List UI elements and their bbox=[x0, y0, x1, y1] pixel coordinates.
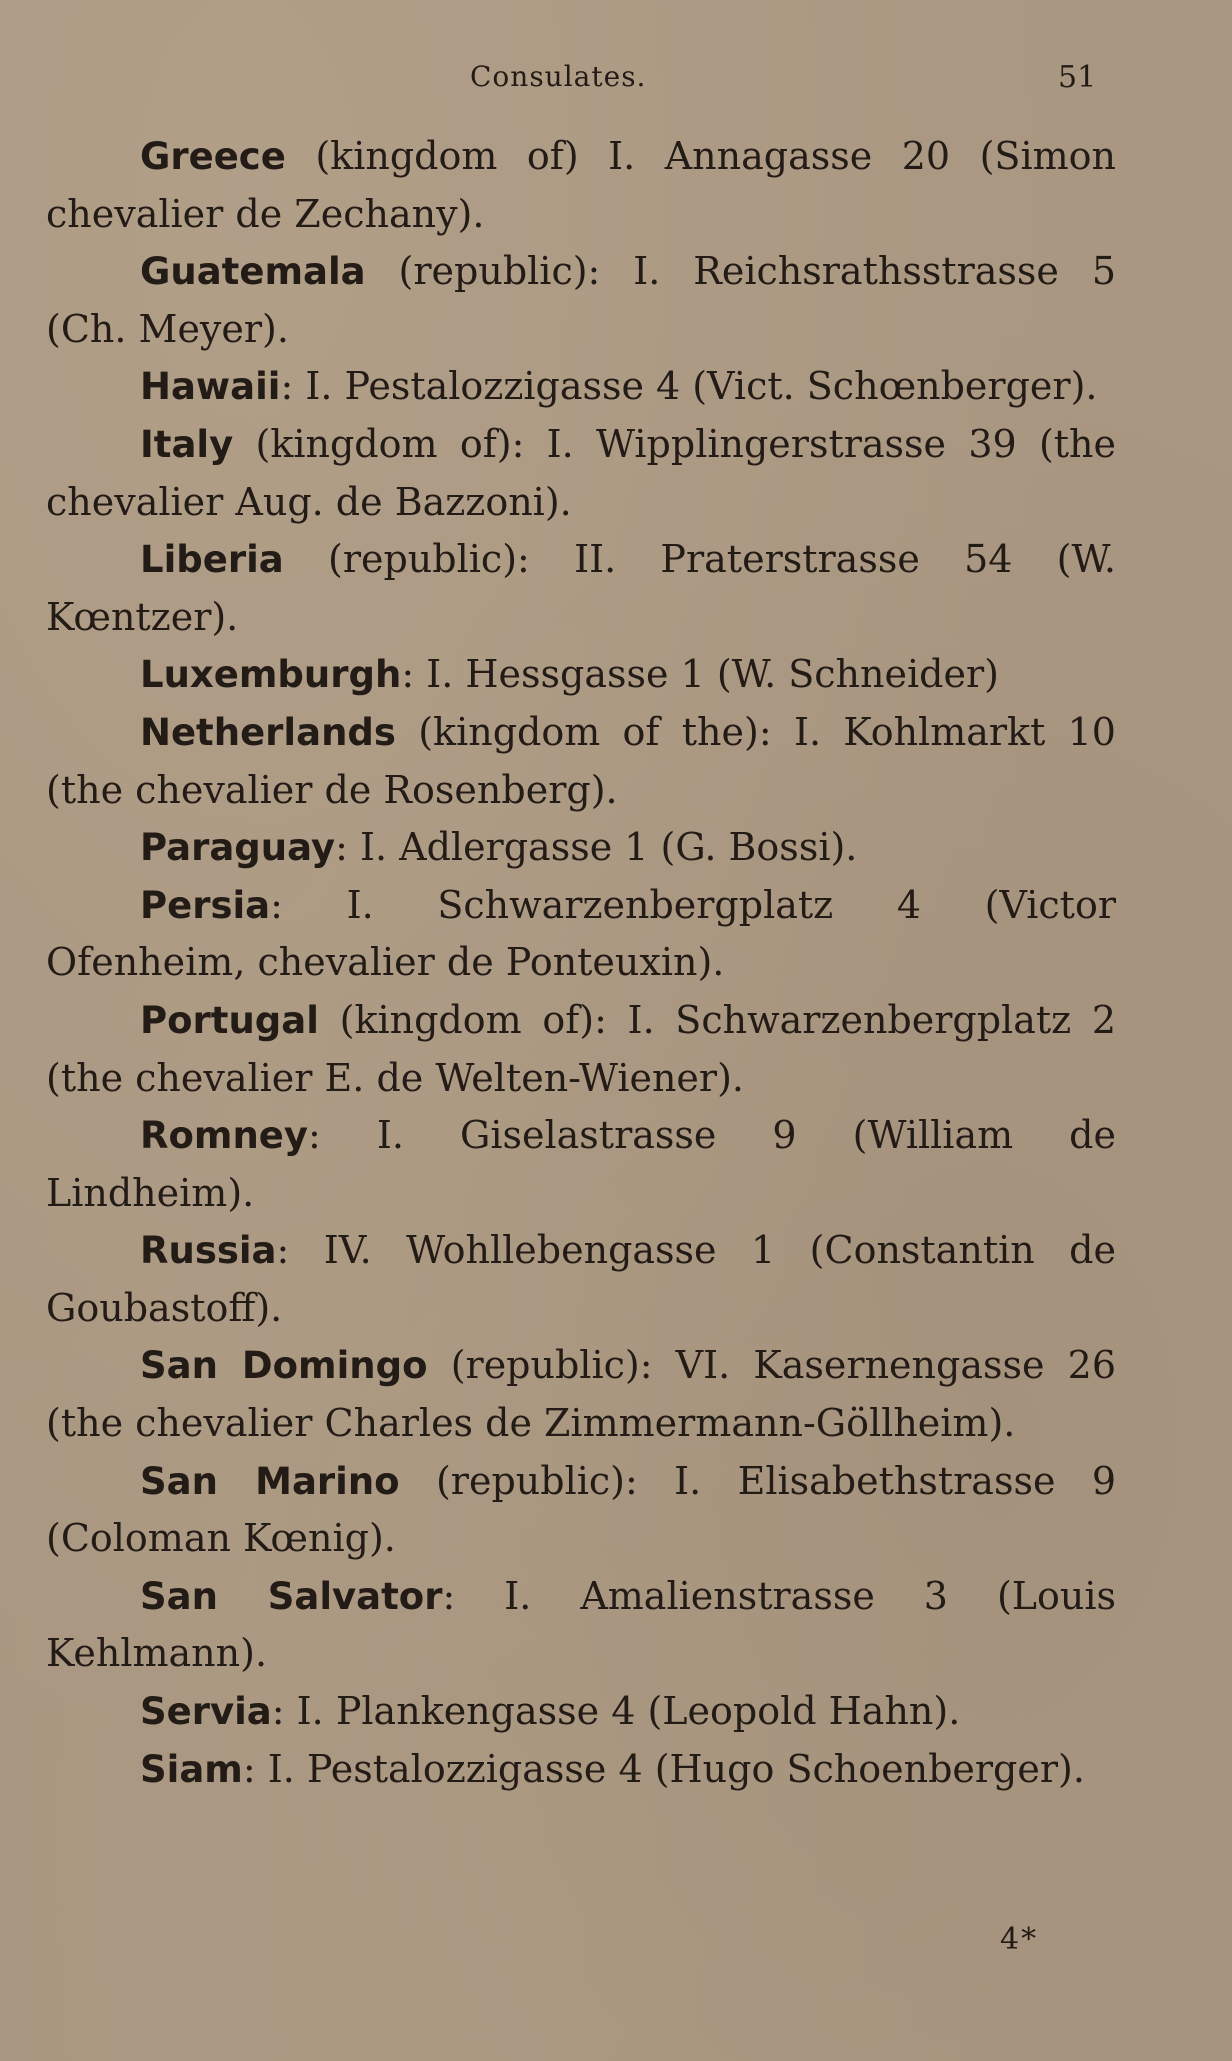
entry-text: : I. Pestalozzigasse 4 (Hugo Schoenberger). bbox=[242, 1746, 1085, 1791]
entry-netherlands bbox=[46, 704, 1116, 819]
country-name: Netherlands bbox=[140, 710, 396, 754]
entry-san-marino bbox=[46, 1453, 1116, 1568]
country-name: Guatemala bbox=[140, 250, 366, 294]
entry-text: (kingdom of) I. Annagasse 20 (Simon chevalier de Zechany). bbox=[46, 134, 1116, 236]
entry-text: (republic): VI. Kasernengasse 26 (the chevalier Charles de Zimmermann-Göllheim). bbox=[46, 1343, 1116, 1446]
country-name: Portugal bbox=[140, 998, 319, 1042]
entry-text: (republic): II. Praterstrasse 54 (W. Kœntzer). bbox=[46, 537, 1116, 639]
entry-siam bbox=[46, 1741, 1116, 1799]
country-name: San Salvator bbox=[140, 1574, 443, 1618]
entry-luxemburgh bbox=[46, 646, 1116, 704]
entry-liberia bbox=[46, 531, 1116, 646]
entry-text: : I. Amalienstrasse 3 (Louis Kehlmann). bbox=[46, 1573, 1117, 1676]
country-name: Russia bbox=[140, 1229, 277, 1273]
entry-text: : I. Hessgasse 1 (W. Schneider) bbox=[401, 652, 999, 697]
country-name: San Domingo bbox=[140, 1344, 428, 1388]
entry-italy bbox=[46, 416, 1116, 531]
country-name: Hawaii bbox=[140, 365, 281, 409]
entry-text: (republic): I. Reichsrathsstrasse 5 (Ch. Meyer). bbox=[46, 249, 1116, 351]
country-name: Italy bbox=[140, 422, 234, 466]
country-name: Romney bbox=[140, 1114, 309, 1158]
country-name: Liberia bbox=[140, 538, 284, 582]
signature-mark: 4* bbox=[1000, 1922, 1039, 1957]
entry-text: (kingdom of): I. Wipplingerstrasse 39 (the chevalier Aug. de Bazzoni). bbox=[46, 421, 1116, 524]
running-head: Consulates. bbox=[470, 60, 647, 93]
entry-san-salvator bbox=[46, 1568, 1116, 1683]
entry-text: : I. Adlergasse 1 (G. Bossi). bbox=[335, 825, 858, 870]
entry-text: : I. Pestalozzigasse 4 (Vict. Schœnberger). bbox=[280, 364, 1098, 409]
country-name: Persia bbox=[140, 883, 271, 927]
consulate-list bbox=[46, 128, 1116, 1798]
entry-greece bbox=[46, 128, 1116, 243]
entry-text: : IV. Wohllebengasse 1 (Constantin de Goubastoff). bbox=[46, 1228, 1116, 1330]
entry-text: : I. Schwarzenbergplatz 4 (Victor Ofenheim, chevalier de Ponteuxin). bbox=[46, 882, 1116, 985]
entry-paraguay bbox=[46, 819, 1116, 877]
country-name: San Marino bbox=[140, 1459, 400, 1503]
entry-san-domingo bbox=[46, 1337, 1116, 1452]
page-number: 51 bbox=[1058, 60, 1097, 95]
entry-romney bbox=[46, 1107, 1116, 1222]
country-name: Paraguay bbox=[140, 826, 336, 870]
entry-guatemala bbox=[46, 243, 1116, 358]
entry-text: : I. Plankengasse 4 (Leopold Hahn). bbox=[271, 1689, 961, 1734]
entry-russia bbox=[46, 1222, 1116, 1337]
country-name: Servia bbox=[140, 1690, 272, 1734]
entry-text: : I. Giselastrasse 9 (William de Lindheim). bbox=[46, 1113, 1116, 1215]
entry-portugal bbox=[46, 992, 1116, 1107]
entry-hawaii bbox=[46, 358, 1116, 416]
entry-servia bbox=[46, 1683, 1116, 1741]
entry-persia bbox=[46, 877, 1116, 992]
entry-text: (kingdom of): I. Schwarzenbergplatz 2 (the chevalier E. de Welten-Wiener). bbox=[46, 997, 1116, 1100]
country-name: Luxemburgh bbox=[140, 653, 402, 697]
country-name: Siam bbox=[140, 1747, 243, 1791]
entry-text: (kingdom of the): I. Kohlmarkt 10 (the chevalier de Rosenberg). bbox=[46, 709, 1116, 812]
entry-text: (republic): I. Elisabethstrasse 9 (Coloman Kœnig). bbox=[46, 1458, 1116, 1561]
country-name: Greece bbox=[140, 135, 286, 178]
